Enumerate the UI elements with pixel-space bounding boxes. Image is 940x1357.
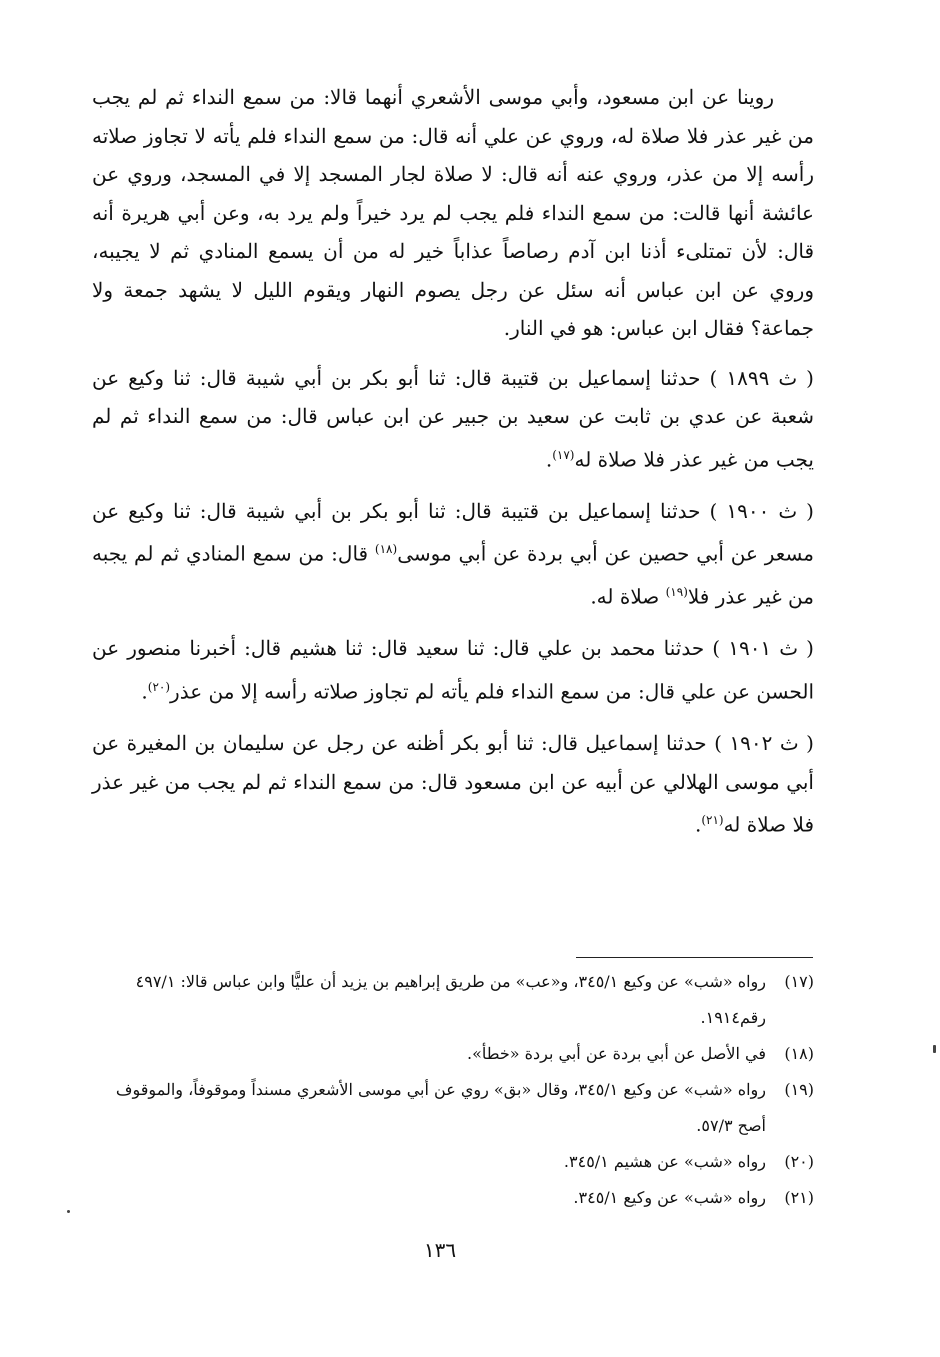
scan-speck: [67, 1210, 70, 1213]
footnote-ref: (١٨): [374, 542, 398, 557]
footnote-number: (١٨): [784, 1044, 814, 1063]
hadith-text: ( ث ١٩٠١ ) حدثنا محمد بن علي قال: ثنا سعيد قال: ثنا هشيم قال: أخبرنا منصور عن الحسن عن علي قال: من سمع النداء فلم يأته لم تجاوز صلاته رأسه إلا من عذر: [92, 636, 814, 704]
hadith-text: ( ث ١٩٠٠ ) حدثنا إسماعيل بن قتيبة قال: ثنا أبو بكر بن أبي شيبة قال: ثنا وكيع عن مسعر عن أبي حصين عن أبي بردة عن أبي موسى: [92, 498, 814, 566]
hadith-end: .: [545, 447, 553, 472]
hadith-end: .: [141, 679, 148, 704]
footnote-ref: (١٩): [665, 585, 688, 600]
hadith-text: ( ث ١٩٠٢ ) حدثنا إسماعيل قال: ثنا أبو بكر أظنه عن رجل عن سليمان بن المغيرة عن أبي موسى الهلالي عن أبيه عن ابن مسعود قال: من سمع النداء ثم لم يجب من غير عذر فلا صلاة له: [92, 731, 814, 837]
hadith-text: قال: من سمع المنادي ثم لم يجبه من غير عذر فلا: [92, 541, 814, 609]
footnote-ref: (١٧): [552, 447, 575, 462]
footnote-number: (٢٠): [784, 1152, 814, 1171]
footnote-text: رواه «شب» عن وكيع ٣٤٥/١، و«عب» من طريق إبراهيم بن يزيد أن عليًّا وابن عباس قالا: ٤٩٧/١ رقم١٩١٤.: [135, 972, 766, 1027]
footnote-text: رواه «شب» عن وكيع ٣٤٥/١.: [573, 1188, 766, 1207]
footnote: [92, 964, 814, 1036]
footnote-ref: (٢٠): [147, 679, 171, 694]
hadith-1900: [92, 492, 814, 617]
intro-paragraph: روينا عن ابن مسعود، وأبي موسى الأشعري أنهما قالا: من سمع النداء ثم لم يجب من غير عذر فلا صلاة له، وروي عن علي أنه قال: من سمع النداء فلم يأته لا تجاوز صلاته رأسه إلا من عذر، وروي عنه أنه قال: لا صلاة لجار المسجد إلا في المسجد، وروي عن عائشة أنها قالت: من سمع النداء فلم يجب لم يرد خيراً ولم يرد به، وعن أبي هريرة أنه قال: لأن تمتلىء أذنا ابن آدم رصاصاً عذاباً خير له من أن يسمع المنادي ثم لا يجيبه، وروي عن ابن عباس أنه سئل عن رجل يصوم النهار ويقوم الليل لا يشهد جمعة ولا جماعة؟ فقال ابن عباس: هو في النار.: [92, 85, 814, 340]
hadith-1902: [92, 724, 814, 844]
scan-speck: [933, 1045, 936, 1053]
page-number: ١٣٦: [423, 1238, 457, 1262]
hadith-text: ( ث ١٨٩٩ ) حدثنا إسماعيل بن قتيبة قال: ثنا أبو بكر بن أبي شيبة قال: ثنا وكيع عن شعبة عن عدي بن ثابت عن سعيد بن جبير عن ابن عباس قال: من سمع النداء ثم لم يجب من غير عذر فلا صلاة له: [92, 365, 814, 472]
footnote-ref: (٢١): [701, 813, 724, 828]
hadith-end: .: [694, 812, 702, 837]
footnote: [92, 1180, 814, 1216]
hadith-1901: [92, 629, 814, 711]
footnote-text: في الأصل عن أبي بردة عن أبي بردة «خطأ».: [467, 1044, 766, 1063]
footnote: [92, 1144, 814, 1180]
footnote-text: رواه «شب» عن هشيم ٣٤٥/١.: [563, 1152, 766, 1171]
footnote-separator: [576, 957, 813, 958]
hadith-text: صلاة له.: [590, 584, 666, 609]
footnote-text: رواه «شب» عن وكيع ٣٤٥/١، وقال «بق» روي عن أبي موسى الأشعري مسنداً وموقوفاً، والموقوف أصح ٥٧/٣.: [115, 1080, 766, 1135]
footnote-number: (١٩): [784, 1080, 814, 1099]
footnote: [92, 1036, 814, 1072]
footnote-number: (٢١): [784, 1188, 814, 1207]
footnote: [92, 1072, 814, 1144]
hadith-1899: [92, 359, 814, 479]
footnote-number: (١٧): [784, 972, 814, 991]
footnotes: [92, 964, 814, 1216]
main-text: [92, 78, 814, 857]
